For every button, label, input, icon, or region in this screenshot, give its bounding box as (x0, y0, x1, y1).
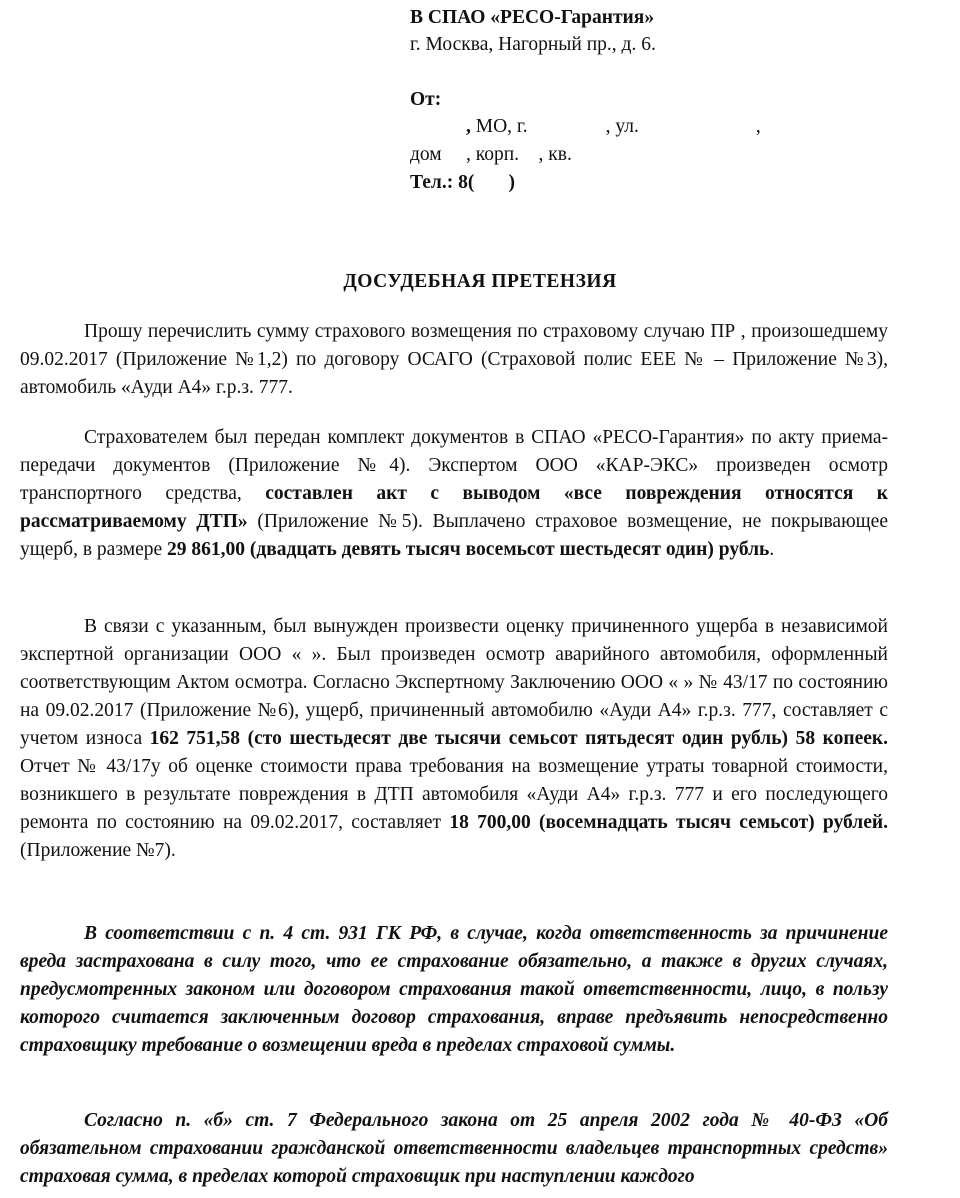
paragraph-insurance-payment (20, 424, 888, 564)
p2-inspection-conclusion: составлен акт с выводом «все повреждения относятся к рассматриваемому ДТП» (20, 483, 888, 532)
p3-text-2: Отчет № 43/17у об оценке стоимости права требования на возмещение утраты товарной стоимости, возникшего в результате повреждения в ДТП автомобиля «Ауди А4» г.р.з. 777 и его последующего ремонта по состоянию на 09.02.2017, составляет (20, 756, 888, 833)
recipient-line: В СПАО «РЕСО-Гарантия» (410, 7, 655, 28)
sender-phone: Тел.: 8( ) (410, 172, 515, 193)
sender-address-line1 (466, 113, 761, 141)
p2-text-3: . (769, 539, 775, 560)
p2-paid-amount: 29 861,00 (двадцать девять тысяч восемьсот шестьдесят один) рубль (167, 539, 770, 560)
p3-value-loss-amount: 18 700,00 (восемнадцать тысяч семьсот) рублей. (449, 812, 888, 833)
paragraph-civil-code: В соответствии с п. 4 ст. 931 ГК РФ, в случае, когда ответственность за причинение вреда застрахована в силу того, что ее страхование обязательно, а также в других случаях, предусмотренных законом или договором страхования такой ответственности, лицо, в пользу которого считается заключенным договор страхования, вправе предъявить непосредственно страховщику требование о возмещении вреда в пределах страховой суммы. (20, 923, 888, 1056)
p2-text-1: Страхователем был передан комплект документов в СПАО «РЕСО-Гарантия» по акту приема-передачи документов (Приложение №4). Экспертом ООО «КАР-ЭКС» произведен осмотр транспортного средства, (20, 427, 888, 504)
p3-text-1: В связи с указанным, был вынужден произвести оценку причиненного ущерба в независимой экспертной организации ООО « ». Был произведен осмотр аварийного автомобиля, оформленный соответствующим Актом осмотра. Согласно Экспертному Заключению ООО « » № 43/17 по состоянию на 09.02.2017 (Приложение №6), ущерб, причиненный автомобилю «Ауди А4» г.р.з. 777, составляет с учетом износа (20, 616, 888, 749)
p3-text-3: (Приложение №7). (20, 840, 176, 861)
sender-name-comma: , (466, 116, 471, 137)
sender-address-line2: дом , корп. , кв. (410, 144, 572, 165)
p3-damage-amount: 162 751,58 (сто шестьдесят две тысячи семьсот пятьдесят один рубль) 58 копеек. (149, 728, 888, 749)
p2-text-2: (Приложение №5). Выплачено страховое возмещение, не покрывающее ущерб, в размере (20, 511, 888, 560)
document-title: ДОСУДЕБНАЯ ПРЕТЕНЗИЯ (343, 271, 617, 292)
paragraph-federal-law: Согласно п. «б» ст. 7 Федерального закона от 25 апреля 2002 года № 40-ФЗ «Об обязательном страховании гражданской ответственности владельцев транспортных средств» страховая сумма, в пределах которой страховщик при наступлении каждого (20, 1110, 888, 1187)
from-label: От: (410, 89, 442, 110)
paragraph-request: Прошу перечислить сумму страхового возмещения по страховому случаю ПР , произошедшему 09.02.2017 (Приложение №1,2) по договору ОСАГО (Страховой полис ЕЕЕ № – Приложение №3), автомобиль «Ауди А4» г.р.з. 777. (20, 321, 888, 398)
sender-city-street: МО, г. , ул. , (470, 116, 761, 137)
recipient-address: г. Москва, Нагорный пр., д. 6. (410, 34, 656, 55)
paragraph-independent-assessment (20, 613, 888, 865)
